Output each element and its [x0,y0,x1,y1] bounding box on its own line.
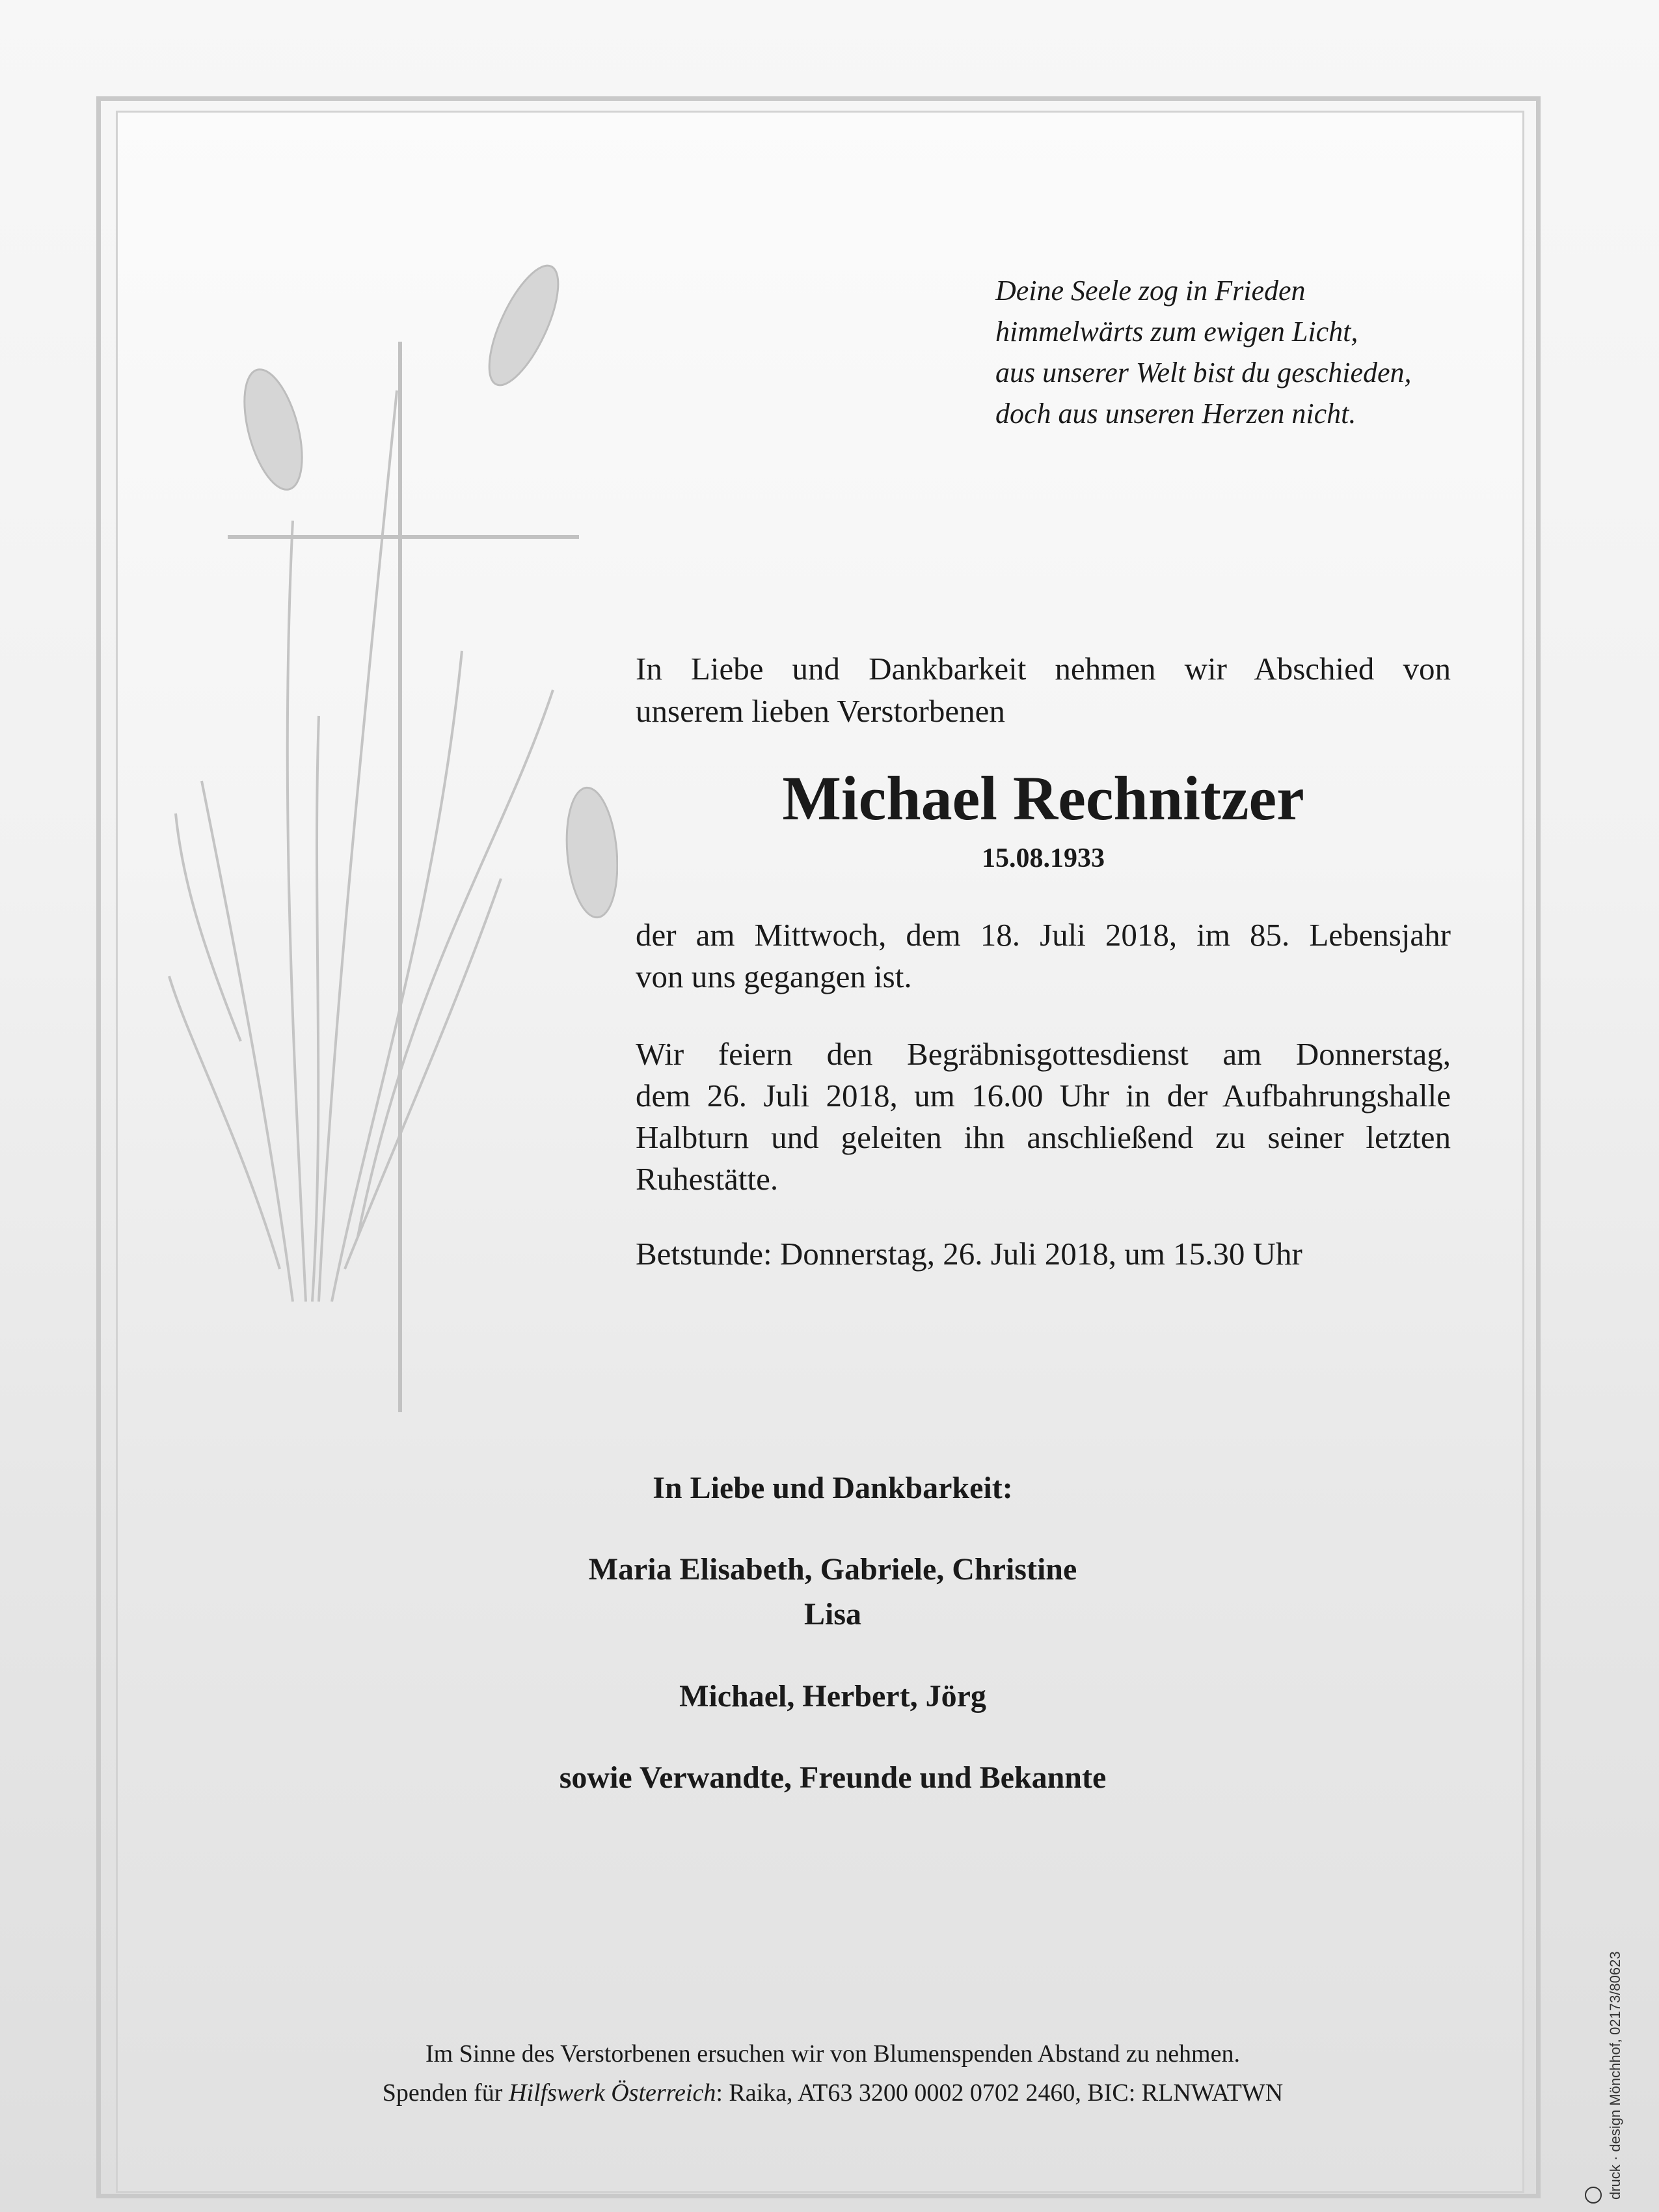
poem-line: himmelwärts zum ewigen Licht, [995,316,1358,348]
mourners-others: sowie Verwandte, Freunde und Bekannte [559,1760,1107,1795]
wheat-icon [169,390,553,1302]
mourners-names: Maria Elisabeth, Gabriele, Christine [588,1552,1077,1587]
printer-imprint [1587,1920,1623,2200]
paragraph-line: Wir feiern den Begräbnisgottesdienst am Donnerstag, [636,1036,1451,1072]
flower-notice: Im Sinne des Verstorbenen ersuchen wir von Blumenspenden Abstand zu nehmen. [425,2040,1240,2068]
poem [995,270,1451,434]
poem-line: doch aus unseren Herzen nicht. [995,398,1356,430]
donation-prefix: Spenden für [382,2079,509,2107]
cross-icon [228,342,579,1412]
paragraph-line: Ruhestätte. [636,1161,779,1197]
imprint-text: druck · design Mönchhof, 02173/80623 [1607,1951,1623,2200]
intro-text [636,648,1451,732]
poem-line: Deine Seele zog in Frieden [995,275,1306,307]
donation-notice [195,2076,1470,2110]
prayer-hour-text: Betstunde: Donnerstag, 26. Juli 2018, um 15.30 Uhr [636,1236,1302,1272]
donation-organization: Hilfswerk Österreich [508,2079,716,2107]
intro-line: In Liebe und Dankbarkeit nehmen wir Abschied von [636,651,1451,687]
mourners-heading: In Liebe und Dankbarkeit: [653,1471,1013,1505]
intro-line: unserem lieben Verstorbenen [636,693,1005,729]
paragraph-line: Halbturn und geleiten ihn anschließend zu seiner letzten [636,1119,1451,1155]
funeral-paragraph [636,1033,1451,1200]
birth-date: 15.08.1933 [982,843,1105,873]
paragraph-line: der am Mittwoch, dem 18. Juli 2018, im 85. Lebensjahr [636,917,1451,953]
poem-line: aus unserer Welt bist du geschieden, [995,357,1412,389]
donation-account: : Raika, AT63 3200 0002 0702 2460, BIC: RLNWATWN [716,2079,1284,2107]
death-paragraph [636,914,1451,998]
mourners-names: Michael, Herbert, Jörg [679,1679,986,1714]
paragraph-line: von uns gegangen ist. [636,959,912,994]
deceased-name: Michael Rechnitzer [782,763,1304,833]
cross-wheat-decoration [163,195,618,1432]
paragraph-line: dem 26. Juli 2018, um 16.00 Uhr in der Aufbahrungshalle [636,1078,1451,1113]
prayer-hour [636,1233,1451,1275]
mourners-names: Lisa [803,1597,862,1632]
registered-mark-icon [1584,2185,1603,2205]
